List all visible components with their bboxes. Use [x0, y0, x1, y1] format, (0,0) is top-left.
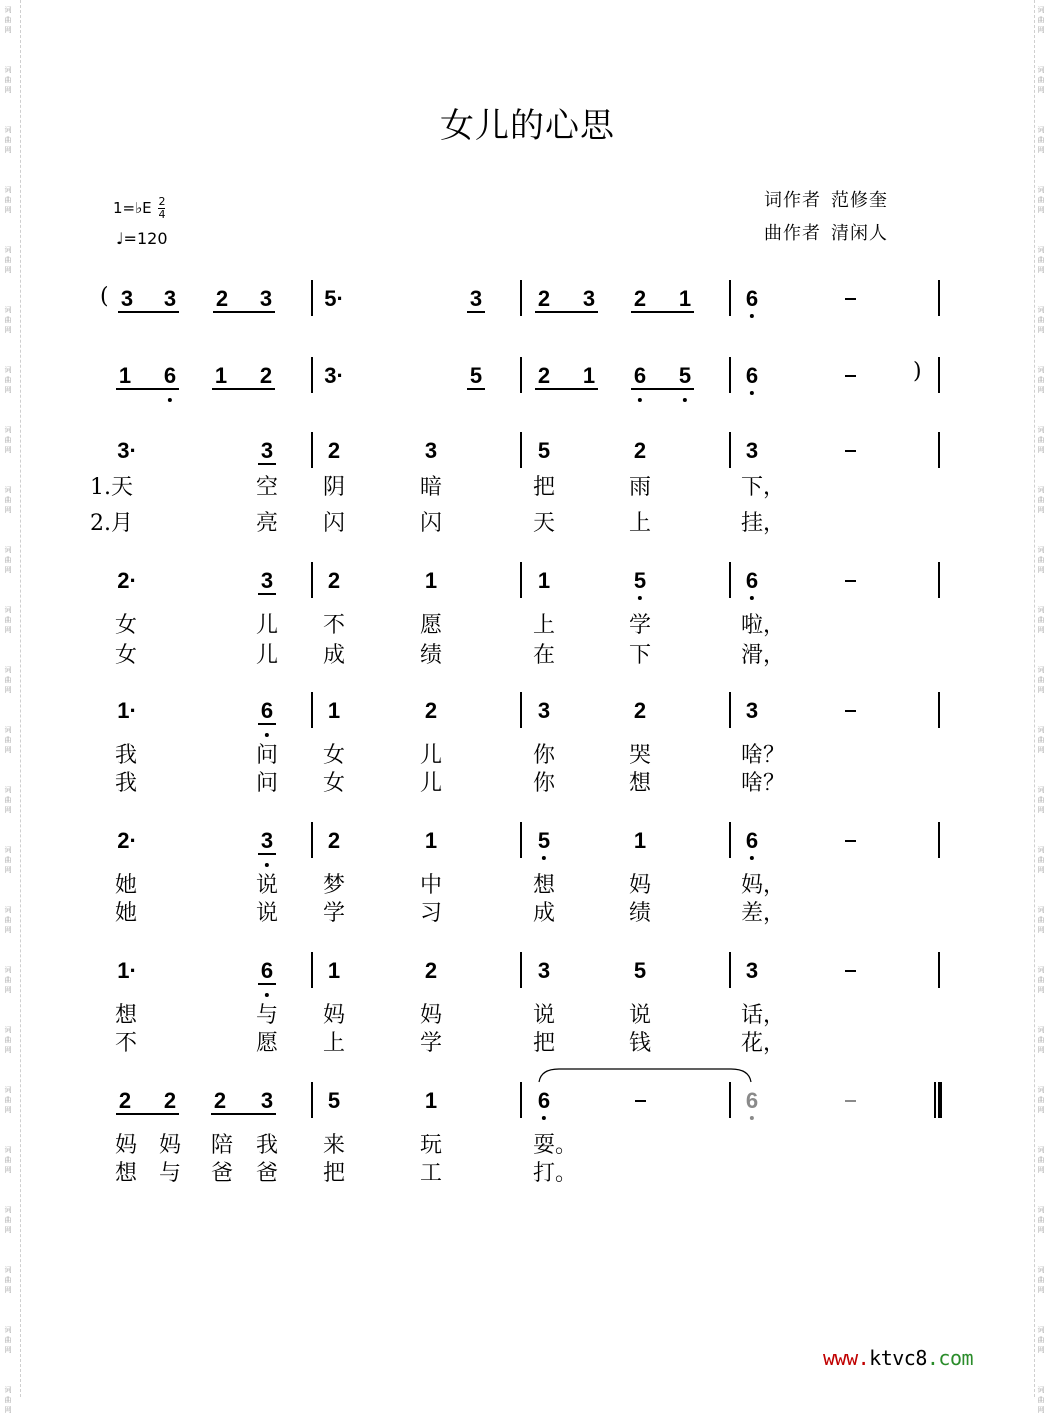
note: 1 — [424, 1088, 438, 1113]
beam-underline — [116, 388, 179, 390]
lyric: 女 — [323, 771, 346, 796]
note: 2 — [259, 363, 273, 388]
left-watermark: 词 曲 网 — [4, 1026, 12, 1054]
right-watermark: 词 曲 网 — [1037, 246, 1045, 274]
note: 2 — [633, 698, 647, 723]
octave-dot — [750, 391, 754, 395]
bar-line — [520, 357, 522, 393]
right-watermark: 词 曲 网 — [1037, 1266, 1045, 1294]
lyric: 想 — [629, 771, 652, 796]
right-watermark: 词 曲 网 — [1037, 486, 1045, 514]
time-signature — [158, 196, 165, 221]
lyric: 愿 — [420, 613, 443, 638]
lyric: 爸 — [256, 1161, 279, 1186]
lyric: 把 — [533, 1031, 556, 1056]
octave-dot — [683, 398, 687, 402]
lyric: 啥？ — [741, 771, 786, 796]
bar-line — [938, 822, 940, 858]
lyric: 爸 — [211, 1161, 234, 1186]
lyric: 耍。 — [533, 1133, 578, 1158]
right-watermark: 词 曲 网 — [1037, 1086, 1045, 1114]
note: 3 — [424, 438, 438, 463]
lyric: 愿 — [256, 1031, 279, 1056]
bar-line — [938, 280, 940, 316]
note: 3 — [537, 698, 551, 723]
right-watermark: 词 曲 网 — [1037, 546, 1045, 574]
note: 1 — [214, 363, 228, 388]
tie-arc — [535, 1066, 765, 1086]
left-watermark: 词 曲 网 — [4, 1146, 12, 1174]
lyric: 女 — [115, 643, 138, 668]
note: 2 — [327, 828, 341, 853]
beam-underline — [258, 853, 276, 855]
bar-line — [729, 562, 731, 598]
lyric: 成 — [323, 643, 346, 668]
lyric: 儿 — [256, 613, 279, 638]
note: 2 — [537, 286, 551, 311]
beam-underline — [258, 983, 276, 985]
note: 6 — [538, 1088, 550, 1114]
beam-underline — [631, 388, 694, 390]
lyric: 下 — [629, 643, 652, 668]
lyric: 闪 — [420, 511, 443, 536]
beam-underline — [116, 1113, 179, 1115]
lyric: 绩 — [420, 643, 443, 668]
right-watermark: 词 曲 网 — [1037, 186, 1045, 214]
bar-line — [729, 952, 731, 988]
note: 2 — [424, 958, 438, 983]
lyric: 上 — [323, 1031, 346, 1056]
bar-line — [520, 562, 522, 598]
lyric: 你 — [533, 771, 556, 796]
bar-line — [938, 357, 940, 393]
lyric: 妈 — [159, 1133, 182, 1158]
beam-underline — [211, 1113, 276, 1115]
lyric: 滑， — [741, 643, 786, 668]
note: 3 — [537, 958, 551, 983]
bar-line — [938, 432, 940, 468]
bar-line — [311, 1082, 313, 1118]
note: 3 — [259, 286, 273, 311]
bar-line — [311, 280, 313, 316]
octave-dot — [750, 856, 754, 860]
left-watermark: 词 曲 网 — [4, 1386, 12, 1414]
sustain-dash — [845, 840, 856, 842]
lyric: 阴 — [323, 475, 346, 500]
note: 3 — [120, 286, 134, 311]
lyric: 玩 — [420, 1133, 443, 1158]
note: 6 — [164, 363, 176, 389]
lyric: 学 — [629, 613, 652, 638]
bar-line — [729, 280, 731, 316]
final-bar-line-thick — [938, 1082, 942, 1118]
beam-underline — [258, 723, 276, 725]
lyric: 钱 — [629, 1031, 652, 1056]
time-numerator: 2 — [158, 195, 166, 208]
footer-url-part: .com — [926, 1346, 974, 1370]
note: 2· — [117, 828, 137, 853]
left-dashed-border — [20, 0, 21, 1397]
lyric: 妈 — [115, 1133, 138, 1158]
note: 6 — [746, 568, 758, 594]
right-watermark: 词 曲 网 — [1037, 606, 1045, 634]
final-bar-line — [934, 1082, 936, 1118]
composer-label: 曲作者 — [764, 223, 821, 244]
lyric: 说 — [533, 1003, 556, 1028]
lyric: 绩 — [629, 901, 652, 926]
lyricist-credit — [764, 186, 888, 212]
left-watermark: 词 曲 网 — [4, 726, 12, 754]
note: 3 — [163, 286, 177, 311]
octave-dot — [542, 1116, 546, 1120]
beam-underline — [631, 311, 694, 313]
note: 3 — [582, 286, 596, 311]
lyric: 来 — [323, 1133, 346, 1158]
bar-line — [520, 280, 522, 316]
note: 2· — [117, 568, 137, 593]
octave-dot — [750, 596, 754, 600]
lyric: 空 — [256, 475, 279, 500]
lyric: 我 — [115, 743, 138, 768]
right-watermark: 词 曲 网 — [1037, 306, 1045, 334]
intro-open-paren: ( — [100, 284, 109, 309]
beam-underline — [467, 388, 485, 390]
note: 5· — [324, 286, 344, 311]
right-watermark: 词 曲 网 — [1037, 786, 1045, 814]
lyric: 哭 — [629, 743, 652, 768]
note: 3· — [117, 438, 137, 463]
lyric: 她 — [115, 873, 138, 898]
beam-underline — [467, 311, 485, 313]
beam-underline — [535, 311, 598, 313]
left-watermark: 词 曲 网 — [4, 1086, 12, 1114]
note: 1 — [327, 958, 341, 983]
note: 2 — [424, 698, 438, 723]
right-watermark: 词 曲 网 — [1037, 126, 1045, 154]
footer-url-part: ktvc8 — [869, 1346, 927, 1370]
lyric: 下， — [741, 475, 786, 500]
note: 6 — [261, 958, 273, 984]
beam-underline — [118, 311, 179, 313]
beam-underline — [258, 593, 276, 595]
intro-close-paren: ) — [913, 359, 922, 384]
bar-line — [729, 1082, 731, 1118]
lyric: 中 — [420, 873, 443, 898]
left-watermark: 词 曲 网 — [4, 126, 12, 154]
octave-dot — [638, 596, 642, 600]
right-watermark: 词 曲 网 — [1037, 6, 1045, 34]
note: 5 — [327, 1088, 341, 1113]
lyric: 亮 — [256, 511, 279, 536]
lyric: 打。 — [533, 1161, 578, 1186]
sustain-dash — [635, 1100, 646, 1102]
octave-dot — [265, 863, 269, 867]
lyric: 与 — [159, 1161, 182, 1186]
lyric: 啦， — [741, 613, 786, 638]
right-watermark: 词 曲 网 — [1037, 1026, 1045, 1054]
beam-underline — [258, 463, 276, 465]
lyric: 天 — [533, 511, 556, 536]
bar-line — [520, 952, 522, 988]
right-watermark: 词 曲 网 — [1037, 846, 1045, 874]
right-watermark: 词 曲 网 — [1037, 1206, 1045, 1234]
note: 5 — [538, 828, 550, 854]
bar-line — [520, 1082, 522, 1118]
bar-line — [729, 822, 731, 858]
beam-underline — [535, 388, 598, 390]
note: 6 — [746, 828, 758, 854]
octave-dot — [750, 1116, 754, 1120]
lyric: 挂， — [741, 511, 786, 536]
lyric: 女 — [115, 613, 138, 638]
lyric: 1.天 — [90, 475, 133, 500]
right-watermark: 词 曲 网 — [1037, 426, 1045, 454]
note: 3 — [745, 698, 759, 723]
lyric: 问 — [256, 743, 279, 768]
note: 3 — [745, 438, 759, 463]
note: 5 — [634, 568, 646, 594]
note: 1 — [678, 286, 692, 311]
beam-underline — [212, 388, 275, 390]
note: 1 — [424, 828, 438, 853]
note: 3· — [324, 363, 344, 388]
left-watermark: 词 曲 网 — [4, 1266, 12, 1294]
left-watermark: 词 曲 网 — [4, 846, 12, 874]
note: 5 — [469, 363, 483, 388]
note: 1· — [117, 958, 137, 983]
lyric: 成 — [533, 901, 556, 926]
note: 3 — [469, 286, 483, 311]
lyric: 妈， — [741, 873, 786, 898]
sustain-dash — [845, 710, 856, 712]
bar-line — [311, 692, 313, 728]
left-watermark: 词 曲 网 — [4, 186, 12, 214]
bar-line — [520, 432, 522, 468]
tempo-marking: ♩=120 — [116, 229, 168, 248]
lyric: 她 — [115, 901, 138, 926]
song-title: 女儿的心思 — [440, 106, 615, 146]
lyric: 上 — [533, 613, 556, 638]
note: 6 — [746, 363, 758, 389]
octave-dot — [542, 856, 546, 860]
note: 3 — [745, 958, 759, 983]
note: 1 — [633, 828, 647, 853]
note: 6 — [746, 286, 758, 312]
sustain-dash — [845, 450, 856, 452]
lyric: 不 — [323, 613, 346, 638]
right-watermark: 词 曲 网 — [1037, 1386, 1045, 1414]
sustain-dash — [845, 970, 856, 972]
lyric: 陪 — [211, 1133, 234, 1158]
note: 3 — [260, 438, 274, 463]
note: 2 — [633, 286, 647, 311]
octave-dot — [168, 398, 172, 402]
note: 5 — [679, 363, 691, 389]
footer-url-part: www. — [823, 1346, 870, 1370]
left-watermark: 词 曲 网 — [4, 966, 12, 994]
octave-dot — [638, 398, 642, 402]
bar-line — [729, 432, 731, 468]
lyricist-label: 词作者 — [764, 190, 821, 211]
left-watermark: 词 曲 网 — [4, 1326, 12, 1354]
sustain-dash — [845, 298, 856, 300]
note: 3 — [260, 568, 274, 593]
left-watermark: 词 曲 网 — [4, 546, 12, 574]
lyric: 我 — [256, 1133, 279, 1158]
lyric: 妈 — [323, 1003, 346, 1028]
beam-underline — [213, 311, 275, 313]
bar-line — [520, 822, 522, 858]
left-watermark: 词 曲 网 — [4, 246, 12, 274]
lyric: 差， — [741, 901, 786, 926]
octave-dot — [750, 314, 754, 318]
right-watermark: 词 曲 网 — [1037, 366, 1045, 394]
left-watermark: 词 曲 网 — [4, 6, 12, 34]
note: 2 — [633, 438, 647, 463]
right-watermark: 词 曲 网 — [1037, 726, 1045, 754]
note: 1 — [582, 363, 596, 388]
sustain-dash — [845, 375, 856, 377]
right-watermark: 词 曲 网 — [1037, 666, 1045, 694]
octave-dot — [265, 733, 269, 737]
lyric: 话， — [741, 1003, 786, 1028]
lyric: 学 — [323, 901, 346, 926]
lyric: 雨 — [629, 475, 652, 500]
lyric: 儿 — [256, 643, 279, 668]
note: 1 — [327, 698, 341, 723]
lyric: 我 — [115, 771, 138, 796]
lyric: 说 — [629, 1003, 652, 1028]
note: 6 — [746, 1088, 758, 1114]
lyric: 想 — [533, 873, 556, 898]
footer-url — [823, 1346, 973, 1370]
lyric: 说 — [256, 873, 279, 898]
lyric: 想 — [115, 1003, 138, 1028]
bar-line — [311, 952, 313, 988]
note: 6 — [634, 363, 646, 389]
bar-line — [938, 692, 940, 728]
lyric: 学 — [420, 1031, 443, 1056]
lyric: 说 — [256, 901, 279, 926]
lyric: 上 — [629, 511, 652, 536]
lyric: 妈 — [629, 873, 652, 898]
bar-line — [938, 562, 940, 598]
note: 1· — [117, 698, 137, 723]
key-signature — [113, 196, 165, 221]
lyric: 工 — [420, 1161, 443, 1186]
right-watermark: 词 曲 网 — [1037, 906, 1045, 934]
note: 5 — [633, 958, 647, 983]
right-watermark: 词 曲 网 — [1037, 1326, 1045, 1354]
lyric: 想 — [115, 1161, 138, 1186]
composer-credit — [764, 219, 888, 245]
lyric: 你 — [533, 743, 556, 768]
bar-line — [729, 357, 731, 393]
lyric: 与 — [256, 1003, 279, 1028]
note: 5 — [537, 438, 551, 463]
lyric: 闪 — [323, 511, 346, 536]
note: 1 — [424, 568, 438, 593]
lyric: 习 — [420, 901, 443, 926]
lyric: 不 — [115, 1031, 138, 1056]
bar-line — [311, 357, 313, 393]
right-dashed-border — [1034, 0, 1035, 1397]
note: 1 — [118, 363, 132, 388]
composer-name: 清闲人 — [831, 223, 888, 244]
lyric: 啥？ — [741, 743, 786, 768]
note: 2 — [163, 1088, 177, 1113]
lyric: 儿 — [420, 771, 443, 796]
bar-line — [311, 562, 313, 598]
right-watermark: 词 曲 网 — [1037, 66, 1045, 94]
note: 2 — [215, 286, 229, 311]
left-watermark: 词 曲 网 — [4, 306, 12, 334]
note: 2 — [327, 568, 341, 593]
right-watermark: 词 曲 网 — [1037, 1146, 1045, 1174]
octave-dot — [265, 993, 269, 997]
bar-line — [729, 692, 731, 728]
lyric: 花， — [741, 1031, 786, 1056]
left-watermark: 词 曲 网 — [4, 786, 12, 814]
left-watermark: 词 曲 网 — [4, 486, 12, 514]
bar-line — [311, 432, 313, 468]
note: 2 — [537, 363, 551, 388]
lyric: 暗 — [420, 475, 443, 500]
lyric: 把 — [323, 1161, 346, 1186]
time-denominator: 4 — [158, 208, 166, 221]
left-watermark: 词 曲 网 — [4, 366, 12, 394]
sustain-dash — [845, 1100, 856, 1102]
sustain-dash — [845, 580, 856, 582]
lyric: 女 — [323, 743, 346, 768]
left-watermark: 词 曲 网 — [4, 66, 12, 94]
lyric: 梦 — [323, 873, 346, 898]
lyric: 在 — [533, 643, 556, 668]
right-watermark: 词 曲 网 — [1037, 966, 1045, 994]
bar-line — [520, 692, 522, 728]
left-watermark: 词 曲 网 — [4, 906, 12, 934]
left-watermark: 词 曲 网 — [4, 1206, 12, 1234]
bar-line — [311, 822, 313, 858]
lyric: 儿 — [420, 743, 443, 768]
bar-line — [938, 952, 940, 988]
lyric: 问 — [256, 771, 279, 796]
note: 2 — [213, 1088, 227, 1113]
lyricist-name: 范修奎 — [831, 190, 888, 211]
note: 2 — [327, 438, 341, 463]
lyric: 2.月 — [90, 511, 133, 536]
lyric: 妈 — [420, 1003, 443, 1028]
key-label: 1=♭E — [113, 199, 152, 217]
left-watermark: 词 曲 网 — [4, 666, 12, 694]
note: 3 — [260, 1088, 274, 1113]
lyric: 把 — [533, 475, 556, 500]
note: 2 — [118, 1088, 132, 1113]
note: 1 — [537, 568, 551, 593]
note: 3 — [261, 828, 273, 854]
note: 6 — [261, 698, 273, 724]
left-watermark: 词 曲 网 — [4, 606, 12, 634]
left-watermark: 词 曲 网 — [4, 426, 12, 454]
